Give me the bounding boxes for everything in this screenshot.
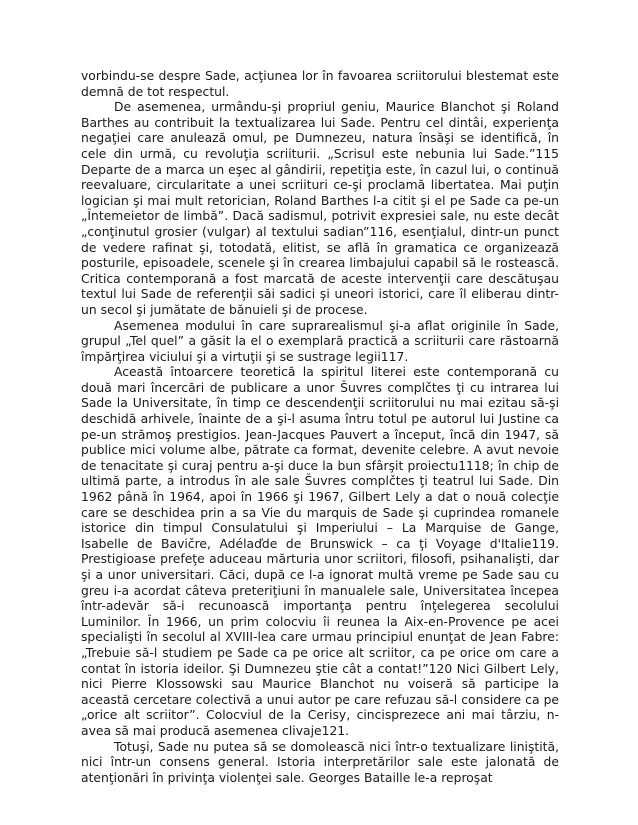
document-page [81,69,559,786]
paragraph-5: Totuşi, Sade nu putea să se domolească nici într-o textualizare liniştită, nici într-un consens general. Istoria interpretărilor sale este jalonată de atenţionări în privinţa violenţei sale. Georges Bataille le-a reproşat [81,739,559,785]
paragraph-4: Această întoarcere teoretică la spiritul literei este contemporană cu două mari încercări de publicare a unor Šuvres complčtes ţi cu intrarea lui Sade la Universitate, în timp ce descendenţii scriitorului nu mai ezitau să-şi deschidă arhivele, înainte de a şi-l asuma întru totul pe autorul lui Justine ca pe-un strămoş prestigios. Jean-Jacques Pauvert a început, încă din 1947, să publice mici volume albe, pătrate ca format, devenite celebre. A avut nevoie de tenacitate şi curaj pentru a-şi duce la bun sfârşit proiectu1118; în chip de ultimă parte, a introdus în ale sale Šuvres complčtes ţi teatrul lui Sade. Din 1962 până în 1964, apoi în 1966 şi 1967, Gilbert Lely a dat o nouă colecţie care se deschidea prin a sa Vie du marquis de Sade şi cuprindea romanele istorice din timpul Consulatului şi Imperiului – La Marquise de Gange, Isabelle de Bavičre, Adélaďde de Brunswick – ca ţi Voyage d'Italie119. Prestigioase prefeţe aduceau mărturia unor scriitori, filosofi, psihanalişti, dar şi a unor universitari. Căci, după ce l-a ignorat multă vreme pe Sade sau cu greu i-a acordat câteva preteriţiuni în manualele sale, Universitatea începea într-adevăr să-i recunoască importanţa pentru înţelegerea secolului Luminilor. În 1966, un prim colocviu îi reunea la Aix-en-Provence pe acei specialişti în secolul al XVIII-lea care urmau principiul enunţat de Jean Fabre: „Trebuie să-l studiem pe Sade ca pe orice alt scriitor, ca pe orice om care a contat în istoria ideilor. Şi Dumnezeu ştie cât a contat!”120 Nici Gilbert Lely, nici Pierre Klossowski sau Maurice Blanchot nu voiseră să participe la această cercetare colectivă a unui autor pe care refuzau să-l considere ca pe „orice alt scriitor”. Colocviul de la Cerisy, cincisprezece ani mai târziu, n-avea să mai producă asemenea clivaje121. [81,365,559,738]
paragraph-1: vorbindu-se despre Sade, acţiunea lor în favoarea scriitorului blestemat este demnă de tot respectul. [81,69,559,99]
paragraph-3: Asemenea modului în care suprarealismul şi-a aflat originile în Sade, grupul „Tel quel” a găsit la el o exemplară practică a scriiturii care răstoarnă împărţirea viciului şi a virtuţii şi se sustrage legii117. [81,318,559,364]
paragraph-2: De asemenea, urmându-şi propriul geniu, Maurice Blanchot şi Roland Barthes au contribuit la textualizarea lui Sade. Pentru cel dintâi, experienţa negaţiei care anulează omul, pe Dumnezeu, natura însăşi se identifică, în cele din urmă, cu revoluţia scriiturii. „Scrisul este nebunia lui Sade.”115 Departe de a marca un eşec al gândirii, repetiţia este, în cazul lui, o continuă reevaluare, circularitate a unei scriituri ce-şi proclamă libertatea. Mai puţin logician şi mai mult retorician, Roland Barthes l-a citit şi el pe Sade ca pe-un „Întemeietor de limbă”. Dacă sadismul, potrivit expresiei sale, nu este decât „conţinutul grosier (vulgar) al textului sadian”116, esenţialul, dintr-un punct de vedere rafinat şi, totodată, elitist, se află în gramatica ce organizează posturile, episoadele, scenele şi în crearea limbajului capabil să le rostească. Critica contemporană a fost marcată de aceste intervenţii care descătuşau textul lui Sade de referenţii săi sadici şi uneori istorici, care îl eliberau dintr-un secol şi jumătate de bănuieli şi de procese. [81,100,559,317]
